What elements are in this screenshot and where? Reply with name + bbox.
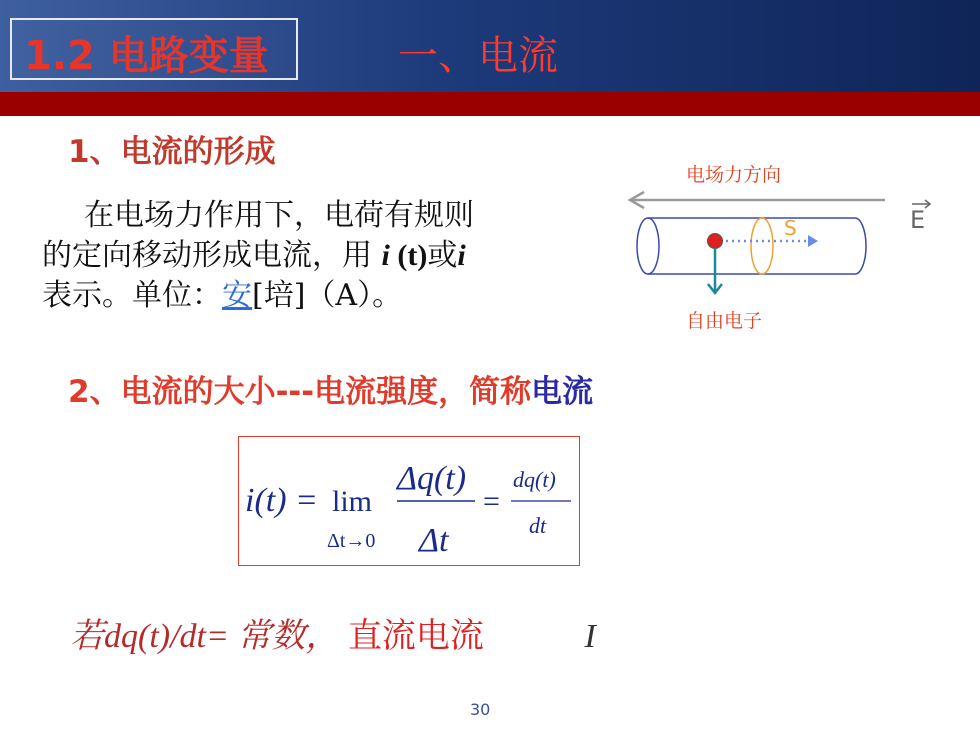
para-line3: 表示。单位：: [42, 278, 222, 313]
definition-paragraph: [42, 196, 612, 316]
free-electron-label: 自由电子: [686, 310, 763, 332]
i-symbol-2: i: [457, 239, 466, 272]
dc-label: 直流电流: [347, 618, 484, 655]
section-title: 1.2 电路变量: [24, 33, 269, 79]
heading2-blue: 电流: [531, 374, 594, 410]
dc-current-line: [70, 608, 596, 657]
conductor-left-end: [637, 218, 659, 274]
cross-section-s: [751, 218, 773, 274]
unit-link[interactable]: 安: [222, 278, 252, 313]
formula-eq: =: [483, 485, 500, 518]
or-text: 或: [427, 238, 458, 273]
conductor-diagram: [620, 150, 900, 300]
formula-den2: dt: [529, 513, 547, 538]
formula-lim-sub: Δt→0: [327, 530, 376, 552]
conductor-right-end: [855, 218, 866, 274]
para-line2: 的定向移动形成电流，用: [42, 238, 372, 273]
formula-svg: [239, 437, 579, 565]
page-number: 30: [470, 700, 491, 719]
i-symbol: i: [381, 239, 390, 272]
formula-lhs: i(t) =: [245, 482, 318, 519]
t-symbol: (t): [389, 239, 428, 272]
formula-den: Δt: [419, 522, 449, 559]
dc-condition: 若dq(t)/dt= 常数，: [70, 618, 340, 655]
page-title: 一、电流: [398, 33, 558, 79]
header-red-stripe: [0, 92, 980, 116]
e-field-label: E: [910, 206, 925, 234]
dc-symbol: I: [584, 618, 596, 655]
formula-num: Δq(t): [397, 460, 467, 497]
para-line3-rest: [培]（A）。: [252, 278, 403, 313]
formula-lim: lim: [332, 485, 373, 518]
heading-current-formation: 1、电流的形成: [68, 134, 276, 170]
heading-current-magnitude: 2、电流的大小---电流强度，简称电流: [68, 374, 594, 410]
formula-num2: dq(t): [513, 467, 556, 492]
field-direction-label: 电场力方向: [686, 164, 782, 186]
para-line1: 在电场力作用下，电荷有规则: [84, 198, 474, 233]
s-label: S: [784, 216, 797, 240]
electron-dot: [708, 234, 723, 249]
current-formula-box: [238, 436, 580, 566]
